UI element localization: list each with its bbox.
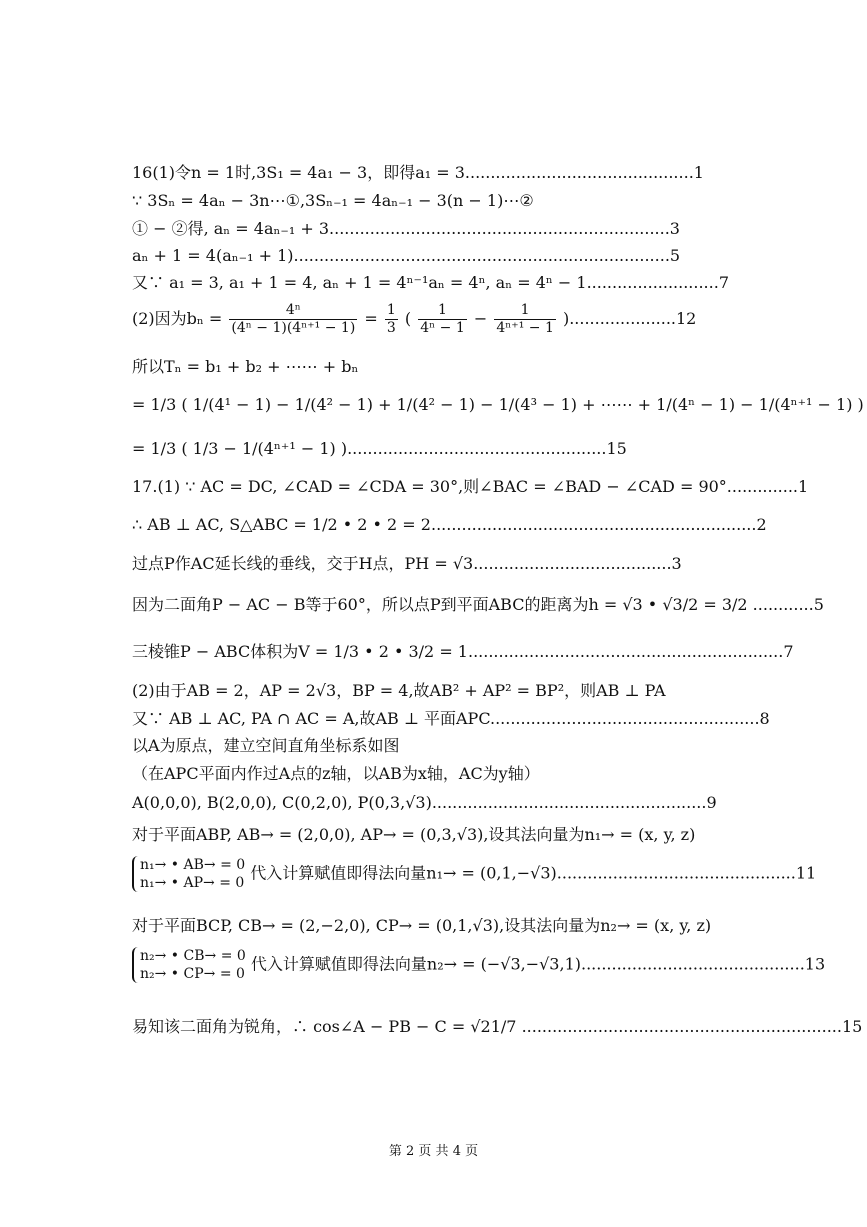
line-17-3: 过点P作AC延长线的垂线，交于H点，PH = √3.......................................3 bbox=[132, 554, 682, 573]
fraction bbox=[494, 302, 556, 337]
fraction-numerator: 1 bbox=[494, 302, 556, 320]
line-text: 代入计算赋值即得法向量n₁→ = (0,1,−√3)...............................................11 bbox=[250, 863, 817, 883]
line-17-4: 因为二面角P − AC − B等于60°，所以点P到平面ABC的距离为h = √3 • √3/2 = 3/2 ............5 bbox=[132, 595, 824, 614]
equation-system bbox=[132, 947, 246, 983]
line-16-6 bbox=[132, 302, 696, 337]
equation-system bbox=[132, 856, 245, 892]
line-17-14 bbox=[132, 947, 825, 983]
equation: n₂→ • CB→ = 0 bbox=[140, 948, 246, 964]
line-17-7: 又∵ AB ⊥ AC, PA ∩ AC = A,故AB ⊥ 平面APC.....................................................8 bbox=[132, 709, 770, 728]
fraction-denominator: (4ⁿ − 1)(4ⁿ⁺¹ − 1) bbox=[231, 320, 356, 336]
fraction bbox=[418, 302, 467, 337]
bn-prefix: (2)因为bₙ = bbox=[132, 309, 223, 328]
fraction-numerator: 1 bbox=[386, 302, 396, 318]
line-17-2: ∴ AB ⊥ AC, S△ABC = 1/2 • 2 • 2 = 2................................................................2 bbox=[132, 515, 767, 534]
line-17-10: A(0,0,0), B(2,0,0), C(0,2,0), P(0,3,√3)......................................................9 bbox=[132, 793, 717, 812]
line-16-2: ∵ 3Sₙ = 4aₙ − 3n⋯①,3Sₙ₋₁ = 4aₙ₋₁ − 3(n − 1)⋯② bbox=[132, 191, 534, 210]
line-16-7: 所以Tₙ = b₁ + b₂ + ⋯⋯ + bₙ bbox=[132, 357, 359, 376]
fraction bbox=[229, 302, 357, 337]
fraction bbox=[385, 302, 398, 337]
line-17-15: 易知该二面角为锐角，∴ cos∠A − PB − C = √21/7 ...............................................................15 bbox=[132, 1017, 863, 1036]
equals-sign: = bbox=[364, 309, 378, 328]
open-paren: ( bbox=[404, 309, 412, 328]
line-17-12 bbox=[132, 856, 816, 892]
line-16-8: = 1/3 ( 1/(4¹ − 1) − 1/(4² − 1) + 1/(4² − 1) − 1/(4³ − 1) + ⋯⋯ + 1/(4ⁿ − 1) − 1/(4ⁿ⁺¹ − 1) ) bbox=[132, 395, 864, 414]
equation: n₁→ • AB→ = 0 bbox=[140, 857, 246, 873]
line-17-11: 对于平面ABP, AB→ = (2,0,0), AP→ = (0,3,√3),设其法向量为n₁→ = (x, y, z) bbox=[132, 825, 696, 844]
line-16-5: 又∵ a₁ = 3, a₁ + 1 = 4, aₙ + 1 = 4ⁿ⁻¹aₙ = 4ⁿ, aₙ = 4ⁿ − 1..........................7 bbox=[132, 273, 729, 292]
page-footer: 第 2 页 共 4 页 bbox=[388, 1144, 479, 1159]
line-16-3: ① − ②得, aₙ = 4aₙ₋₁ + 3...................................................................3 bbox=[132, 219, 680, 238]
fraction-denominator: 4ⁿ − 1 bbox=[420, 320, 465, 336]
line-17-9: （在APC平面内作过A点的z轴，以AB为x轴，AC为y轴） bbox=[132, 764, 540, 783]
line-16-1: 16(1)令n = 1时,3S₁ = 4a₁ − 3，即得a₁ = 3.............................................1 bbox=[132, 163, 704, 182]
equation: n₂→ • CP→ = 0 bbox=[140, 966, 245, 982]
equation: n₁→ • AP→ = 0 bbox=[140, 875, 245, 891]
line-17-13: 对于平面BCP, CB→ = (2,−2,0), CP→ = (0,1,√3),设其法向量为n₂→ = (x, y, z) bbox=[132, 916, 712, 935]
line-16-4: aₙ + 1 = 4(aₙ₋₁ + 1)..........................................................................5 bbox=[132, 246, 681, 265]
fraction-numerator: 4ⁿ bbox=[229, 302, 357, 320]
line-17-8: 以A为原点，建立空间直角坐标系如图 bbox=[132, 736, 400, 755]
minus-sign: − bbox=[473, 309, 488, 328]
line-suffix: ).....................12 bbox=[562, 309, 697, 328]
fraction-denominator: 4ⁿ⁺¹ − 1 bbox=[496, 320, 554, 336]
line-16-9: = 1/3 ( 1/3 − 1/(4ⁿ⁺¹ − 1) )...................................................15 bbox=[132, 439, 627, 458]
line-text: 代入计算赋值即得法向量n₂→ = (−√3,−√3,1)............................................13 bbox=[250, 954, 826, 974]
line-17-6: (2)由于AB = 2，AP = 2√3，BP = 4,故AB² + AP² = BP²，则AB ⊥ PA bbox=[132, 681, 666, 700]
line-17-5: 三棱锥P − ABC体积为V = 1/3 • 2 • 3/2 = 1..............................................................7 bbox=[132, 642, 794, 661]
line-17-1: 17.(1) ∵ AC = DC, ∠CAD = ∠CDA = 30°,则∠BAC = ∠BAD − ∠CAD = 90°..............1 bbox=[132, 477, 809, 496]
fraction-numerator: 1 bbox=[418, 302, 467, 320]
fraction-denominator: 3 bbox=[386, 320, 396, 336]
